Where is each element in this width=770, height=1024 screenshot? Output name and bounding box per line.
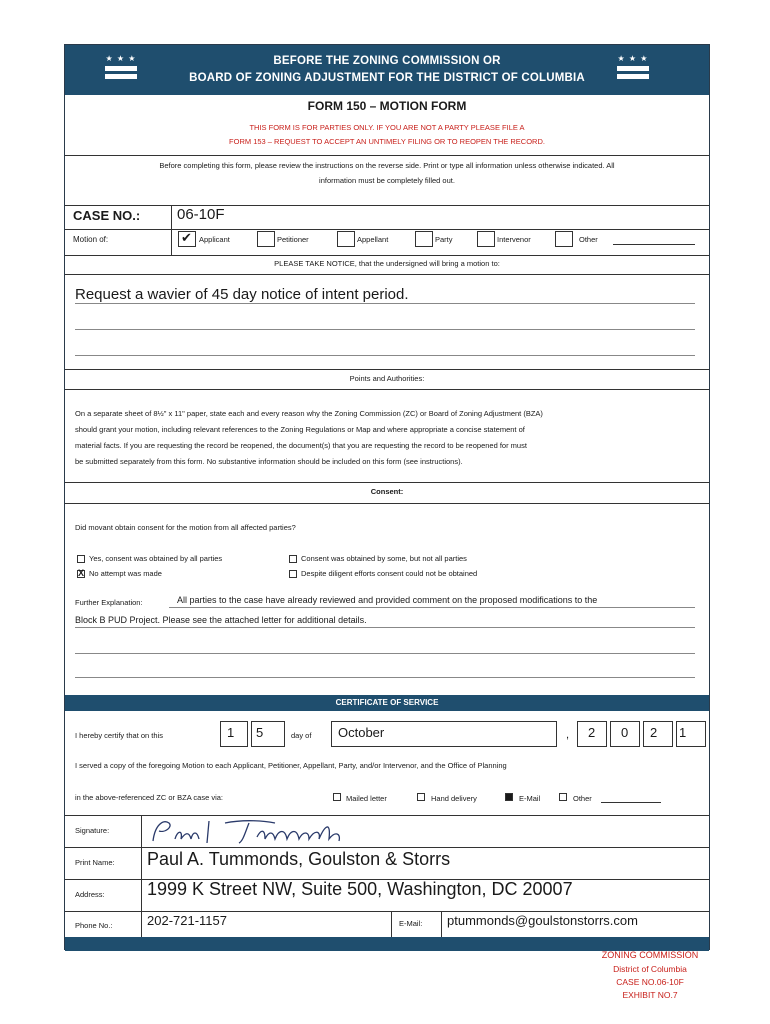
year-box-4[interactable]: 1 bbox=[676, 721, 706, 747]
warning-line1: THIS FORM IS FOR PARTIES ONLY. IF YOU ARE NOT A PARTY PLEASE FILE A bbox=[249, 123, 525, 132]
check-mark-icon: ✔ bbox=[181, 230, 192, 245]
further-explanation-label: Further Explanation: bbox=[75, 598, 143, 607]
year-box-3[interactable]: 2 bbox=[643, 721, 673, 747]
stamp-line4: EXHIBIT NO.7 bbox=[622, 990, 678, 1000]
form-header bbox=[65, 45, 709, 95]
dc-flag-icon: ★ ★ ★ bbox=[105, 55, 137, 81]
print-name-value: Paul A. Tummonds, Goulston & Storrs bbox=[147, 849, 451, 869]
address-label: Address: bbox=[75, 890, 105, 899]
consent-opt1: Yes, consent was obtained by all parties bbox=[89, 554, 223, 563]
points-line1: On a separate sheet of 8½" x 11" paper, state each and every reason why the Zoning Commission (ZC) or Board of Zoning Adjustment (BZA) bbox=[75, 409, 543, 418]
year-box-2[interactable]: 0 bbox=[610, 721, 640, 747]
consent-opt4: Despite diligent efforts consent could not be obtained bbox=[301, 569, 478, 578]
year-box-1[interactable]: 2 bbox=[577, 721, 607, 747]
other-via-checkbox[interactable] bbox=[559, 793, 567, 801]
option-intervenor: Intervenor bbox=[497, 235, 531, 244]
appellant-checkbox[interactable] bbox=[337, 231, 355, 247]
option-party: Party bbox=[435, 235, 453, 244]
hand-delivery-checkbox[interactable] bbox=[417, 793, 425, 801]
handwritten-signature bbox=[145, 815, 445, 847]
motion-of-label: Motion of: bbox=[73, 235, 109, 244]
consent-yes-checkbox[interactable] bbox=[77, 555, 85, 563]
case-label: CASE NO.: bbox=[73, 208, 141, 223]
warning-line2: FORM 153 – REQUEST TO ACCEPT AN UNTIMELY FILING OR TO REOPEN THE RECORD. bbox=[229, 137, 545, 146]
other-checkbox[interactable] bbox=[555, 231, 573, 247]
date-comma: , bbox=[566, 729, 570, 741]
notice-text: PLEASE TAKE NOTICE, that the undersigned will bring a motion to: bbox=[274, 259, 500, 268]
stamp-line3: CASE NO.06-10F bbox=[616, 977, 684, 987]
points-line4: be submitted separately from this form. No substantive information should be included on this form (see instructions). bbox=[75, 457, 463, 466]
via-email: E-Mail bbox=[519, 794, 541, 803]
option-applicant: Applicant bbox=[199, 235, 230, 244]
further-explanation-line2: Block B PUD Project. Please see the attached letter for additional details. bbox=[75, 615, 367, 625]
stamp-line1: ZONING COMMISSION bbox=[601, 950, 699, 960]
stamp-line2: District of Columbia bbox=[613, 964, 687, 974]
petitioner-checkbox[interactable] bbox=[257, 231, 275, 247]
consent-opt2: No attempt was made bbox=[89, 569, 162, 578]
points-line2: should grant your motion, including relevant references to the Zoning Regulations or Map and where appropriate a concise statement of bbox=[75, 425, 525, 434]
day-box-1[interactable]: 1 bbox=[220, 721, 248, 747]
consent-title: Consent: bbox=[370, 487, 404, 496]
option-other: Other bbox=[579, 235, 598, 244]
party-checkbox[interactable] bbox=[415, 231, 433, 247]
consent-despite-checkbox[interactable] bbox=[289, 570, 297, 578]
day-box-2[interactable]: 5 bbox=[251, 721, 285, 747]
form-title: FORM 150 – MOTION FORM bbox=[307, 99, 467, 113]
header-line2: BOARD OF ZONING ADJUSTMENT FOR THE DISTRICT OF COLUMBIA bbox=[189, 72, 585, 84]
signature-label: Signature: bbox=[75, 826, 110, 835]
consent-no-attempt-checkbox[interactable] bbox=[77, 570, 85, 578]
footer-bar bbox=[65, 937, 709, 951]
consent-opt3: Consent was obtained by some, but not all parties bbox=[301, 554, 467, 563]
instructions-line1: Before completing this form, please review the instructions on the reverse side. Print or type all information unless otherwise indicated. All bbox=[159, 161, 615, 170]
day-of-label: day of bbox=[291, 731, 312, 740]
consent-question: Did movant obtain consent for the motion from all affected parties? bbox=[75, 523, 296, 532]
via-mailed: Mailed letter bbox=[346, 794, 387, 803]
phone-label: Phone No.: bbox=[75, 921, 113, 930]
via-hand: Hand delivery bbox=[431, 794, 477, 803]
print-name-label: Print Name: bbox=[75, 858, 115, 867]
served-text: I served a copy of the foregoing Motion to each Applicant, Petitioner, Appellant, Party, and/or Intervenor, and the Office of Planning bbox=[75, 761, 507, 770]
dc-flag-icon: ★ ★ ★ bbox=[617, 55, 649, 81]
via-text: in the above-referenced ZC or BZA case via: bbox=[75, 793, 223, 802]
header-line1: BEFORE THE ZONING COMMISSION OR bbox=[273, 55, 501, 67]
email-checkbox[interactable] bbox=[505, 793, 513, 801]
via-other: Other bbox=[573, 794, 592, 803]
further-explanation-line1: All parties to the case have already reviewed and provided comment on the proposed modifications to the bbox=[177, 595, 598, 605]
motion-form bbox=[64, 44, 710, 950]
address-value: 1999 K Street NW, Suite 500, Washington, DC 20007 bbox=[147, 879, 573, 899]
points-title: Points and Authorities: bbox=[349, 374, 425, 383]
case-number: 06-10F bbox=[177, 206, 225, 223]
month-field[interactable]: October bbox=[331, 721, 557, 747]
intervenor-checkbox[interactable] bbox=[477, 231, 495, 247]
applicant-checkbox[interactable] bbox=[178, 231, 196, 247]
certify-label: I hereby certify that on this bbox=[75, 731, 163, 740]
phone-value: 202-721-1157 bbox=[147, 913, 227, 928]
points-line3: material facts. If you are requesting the record be reopened, the document(s) that you are requesting the record to be reopened for must bbox=[75, 441, 527, 450]
mailed-checkbox[interactable] bbox=[333, 793, 341, 801]
option-petitioner: Petitioner bbox=[277, 235, 309, 244]
motion-text: Request a wavier of 45 day notice of intent period. bbox=[75, 286, 409, 303]
option-appellant: Appellant bbox=[357, 235, 389, 244]
email-value: ptummonds@goulstonstorrs.com bbox=[447, 913, 638, 928]
email-label: E-Mail: bbox=[399, 919, 423, 928]
consent-some-checkbox[interactable] bbox=[289, 555, 297, 563]
x-mark-icon: X bbox=[78, 568, 85, 578]
certificate-title: CERTIFICATE OF SERVICE bbox=[65, 695, 709, 711]
instructions-line2: information must be completely filled out. bbox=[319, 176, 455, 185]
